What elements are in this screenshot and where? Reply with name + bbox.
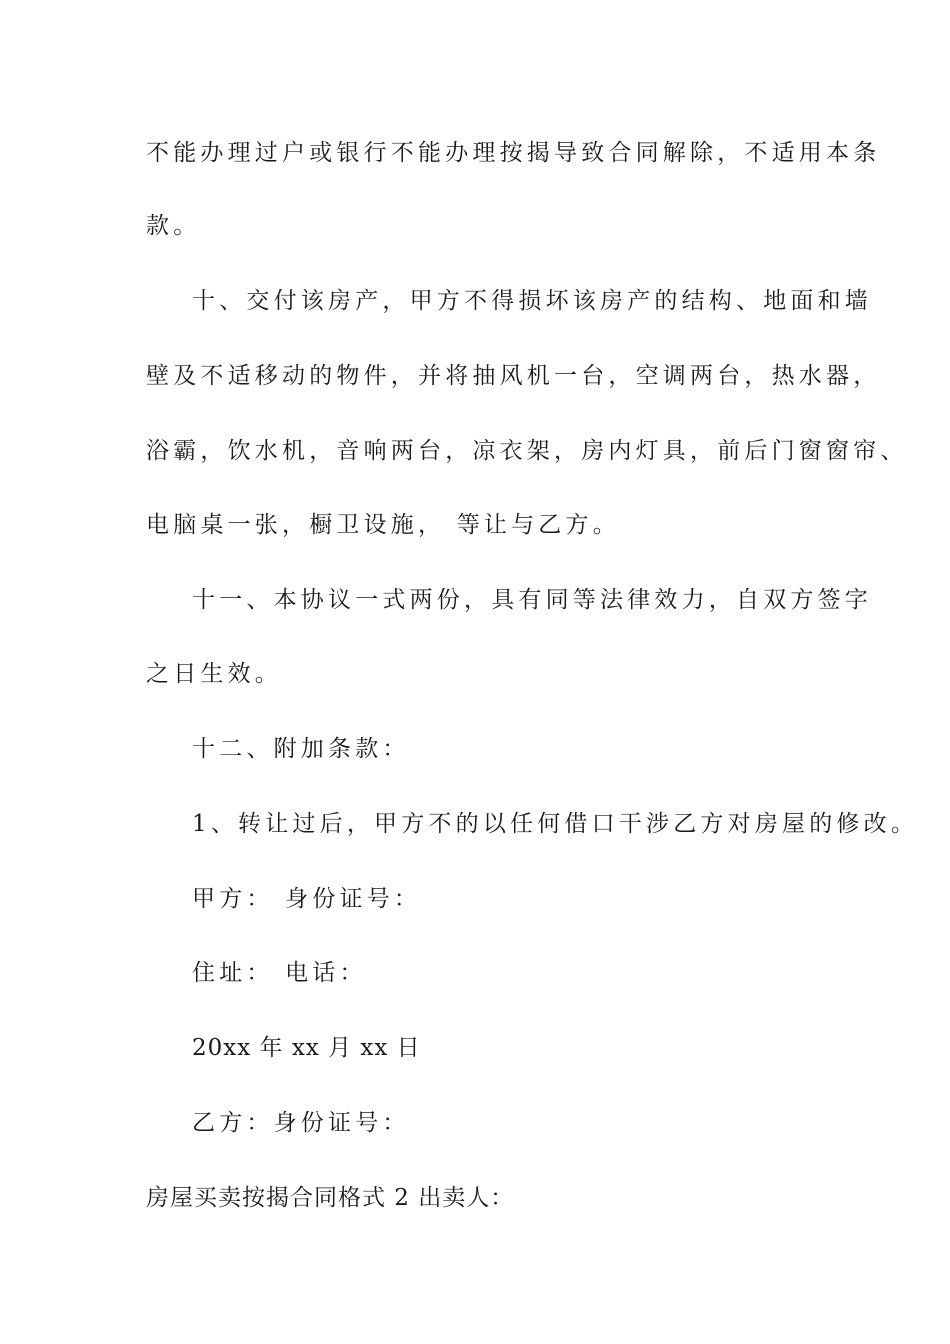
contract-format-heading: 房屋买卖按揭合同格式 2 出卖人： <box>146 1185 515 1211</box>
paragraph-line: 之日生效。 <box>146 661 282 687</box>
paragraph-line: 款。 <box>146 213 201 239</box>
clause-12-heading: 十二、附加条款： <box>192 736 410 762</box>
address-phone-line: 住址： 电话： <box>192 960 367 986</box>
paragraph-line: 不能办理过户或银行不能办理按揭导致合同解除，不适用本条 <box>146 140 881 166</box>
paragraph-line: 浴霸，饮水机，音响两台，凉衣架，房内灯具，前后门窗窗帘、 <box>146 438 908 464</box>
party-b-id-line: 乙方：身份证号： <box>192 1110 410 1136</box>
paragraph-line: 电脑桌一张，橱卫设施， 等让与乙方。 <box>146 512 620 538</box>
party-a-id-line: 甲方： 身份证号： <box>192 886 422 912</box>
paragraph-line: 壁及不适移动的物件，并将抽风机一台，空调两台，热水器， <box>146 363 881 389</box>
date-line: 20xx 年 xx 月 xx 日 <box>192 1035 421 1061</box>
clause-10-line: 十、交付该房产，甲方不得损坏该房产的结构、地面和墙 <box>192 288 872 314</box>
clause-11-line: 十一、本协议一式两份，具有同等法律效力，自双方签字 <box>192 587 872 613</box>
additional-term-1: 1、转让过后，甲方不的以任何借口干涉乙方对房屋的修改。 <box>192 811 919 837</box>
